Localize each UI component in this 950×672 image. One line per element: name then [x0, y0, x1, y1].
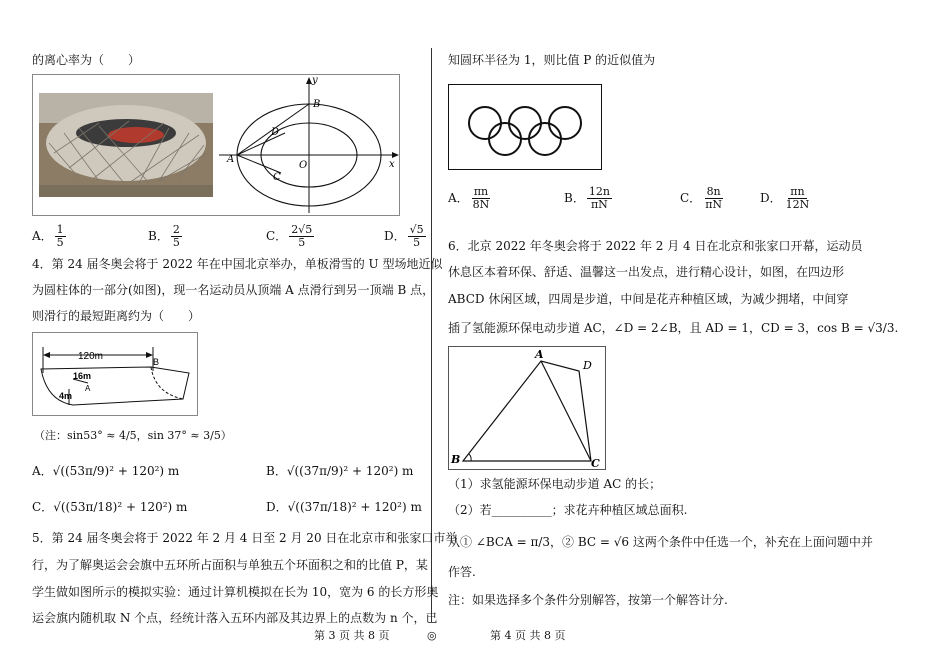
- point-A-label: A: [227, 154, 235, 165]
- point-B-label: B: [313, 99, 321, 110]
- q5-option-a: A． $\frac{\pi n}{8N}$: [448, 185, 490, 212]
- q4-line-1: 4．第 24 届冬奥会将于 2022 年在中国北京举办，单板滑雪的 U 型场地近似: [32, 257, 443, 271]
- point-D-label: D: [271, 127, 280, 138]
- q6-condition-line-1: 从① ∠BCA = π/3，② BC = √6 这两个条件中任选一个，补充在上面问题中并: [448, 535, 873, 549]
- q6-line-3: ABCD 休闲区域，四周是步道，中间是花卉种植区域，为减少拥堵，中间穿: [448, 292, 849, 306]
- q4-line-3: 则滑行的最短距离约为（ ）: [32, 309, 201, 323]
- q3-option-c: C． $\frac{2√5}{5}$: [266, 223, 313, 250]
- q5-line-4: 运会旗内随机取 N 个点，经统计落入五环内部及其边界上的点数为 n 个，已: [32, 611, 438, 625]
- q3-ellipse-diagram: [213, 75, 399, 215]
- q4-height-label: 4m: [59, 391, 73, 401]
- page-footer-left: 第 3 页 共 8 页: [314, 629, 390, 642]
- q4-length-label: 120m: [78, 351, 104, 362]
- q4-option-d: D．√((37π/18)² + 120²) m: [266, 500, 422, 514]
- q4-option-c: C．√((53π/18)² + 120²) m: [32, 500, 188, 514]
- q3-tail-text: 的离心率为（ ）: [32, 53, 141, 67]
- q4-point-B: B: [153, 357, 160, 367]
- q6-part-1: （1）求氢能源环保电动步道 AC 的长；: [448, 477, 662, 491]
- q5-option-c: C． $\frac{8n}{\pi N}$: [680, 185, 723, 212]
- q4-option-b: B．√((37π/9)² + 120²) m: [266, 464, 414, 478]
- stadium-photo: [39, 93, 213, 197]
- q5-option-d: D． $\frac{\pi n}{12N}$: [760, 185, 810, 212]
- q4-line-2: 为圆柱体的一部分(如图)，现一名运动员从顶端 A 点滑行到另一顶端 B 点，: [32, 283, 435, 297]
- q3-option-b: B． $\frac{2}{5}$: [148, 223, 180, 250]
- q3-option-a: A． $\frac{1}{5}$: [32, 223, 64, 250]
- q6-line-4: 插了氢能源环保电动步道 AC，∠D = 2∠B，且 AD = 1，CD = 3，cos B = √3/3.: [448, 321, 899, 335]
- q3-option-d: D． $\frac{√5}{5}$: [384, 223, 424, 250]
- q6-line-1: 6．北京 2022 年冬奥会将于 2022 年 2 月 4 日在北京和张家口开幕，运动员: [448, 239, 863, 253]
- q6-point-D: D: [583, 359, 592, 372]
- q6-point-B: B: [451, 453, 461, 466]
- q5-line-3: 学生做如图所示的模拟实验：通过计算机模拟在长为 10，宽为 6 的长方形奥: [32, 585, 439, 599]
- binding-mark: ◎: [427, 629, 437, 642]
- x-axis-label: x: [389, 159, 395, 170]
- page-footer-right: 第 4 页 共 8 页: [490, 629, 566, 642]
- point-C-label: C: [273, 172, 281, 183]
- origin-O-label: O: [299, 160, 308, 171]
- q4-note: （注：sin53° ≈ 4/5，sin 37° ≈ 3/5）: [34, 429, 232, 442]
- q6-line-2: 休息区本着环保、舒适、温馨这一出发点，进行精心设计，如图，在四边形: [448, 265, 845, 279]
- q6-part-2: （2）若__________；求花卉种植区域总面积.: [448, 503, 688, 517]
- q5-option-b: B． $\frac{12n}{\pi N}$: [564, 185, 610, 212]
- q3-figure: [32, 74, 400, 216]
- q6-point-C: C: [591, 457, 600, 469]
- q6-note: 注：如果选择多个条件分别解答，按第一个解答计分.: [448, 593, 728, 607]
- q6-quadrilateral-figure: [448, 346, 606, 470]
- q4-point-A: A: [85, 384, 91, 393]
- q5-line-2: 行，为了解奥运会会旗中五环所占面积与单独五个环面积之和的比值 P，某: [32, 558, 428, 572]
- q5-line-1: 5．第 24 届冬奥会将于 2022 年 2 月 4 日至 2 月 20 日在北京市和张家口市举: [32, 531, 458, 545]
- q4-option-a: A．√((53π/9)² + 120²) m: [32, 464, 180, 478]
- q5-tail-text: 知圆环半径为 1，则比值 P 的近似值为: [448, 53, 656, 67]
- q6-point-A: A: [535, 348, 544, 361]
- q4-figure: [32, 332, 198, 416]
- olympic-rings-flag: [448, 84, 602, 170]
- q4-radius-label: 16m: [73, 371, 92, 381]
- y-axis-label: y: [312, 75, 318, 86]
- q6-condition-line-2: 作答.: [448, 565, 476, 579]
